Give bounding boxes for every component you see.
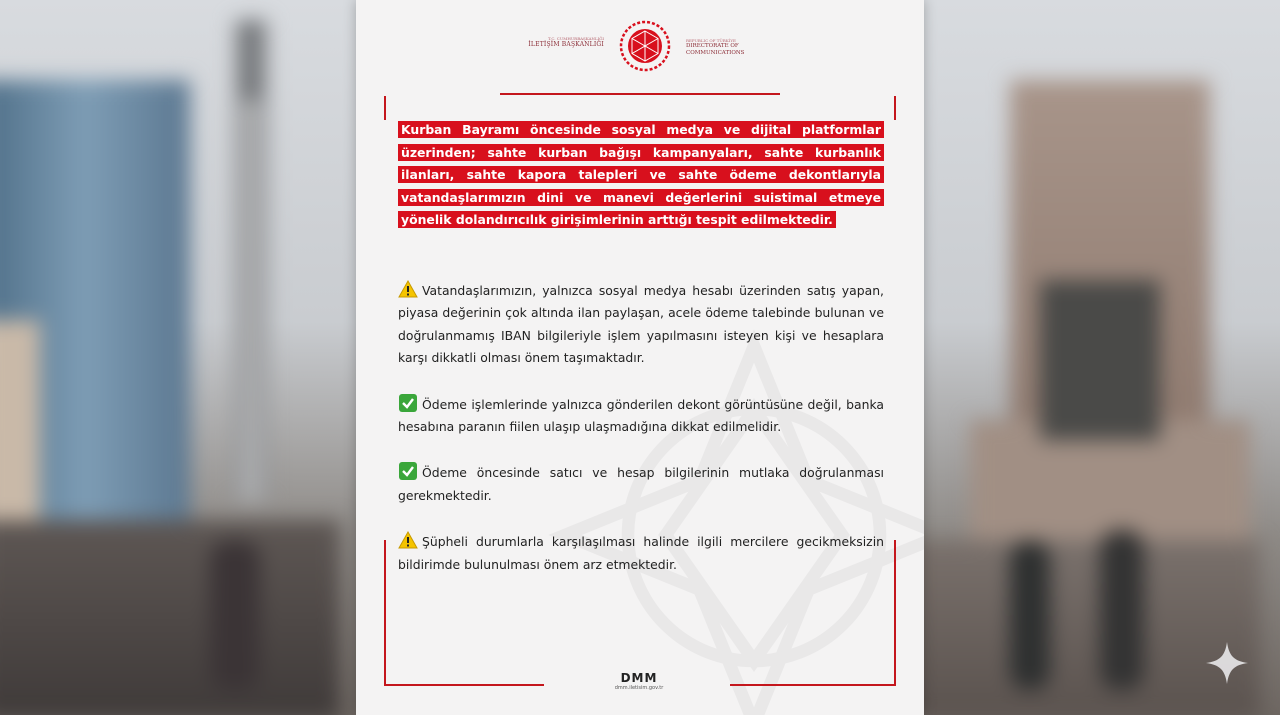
header-left-text <box>504 36 604 48</box>
presidency-emblem-icon <box>617 18 673 74</box>
frame-line-right <box>894 540 896 686</box>
paragraph-text: Vatandaşlarımızın, yalnızca sosyal medya hesabı üzerinden satış yapan, piyasa değerinin çok altında ilan paylaşan, acele ödeme talebinde bulunan ve doğrulanmamış IBAN bilgileriyle işlem yapılmasını isteyen kişi ve hesaplara karşı dikkatli olması önem taşımaktadır. <box>398 282 884 366</box>
check-icon <box>398 394 418 412</box>
frame-line-bottom-right <box>730 684 896 686</box>
paragraph-warning-2 <box>398 531 884 576</box>
frame-line-bottom-left <box>384 684 544 686</box>
dmm-logo: DMM <box>620 671 658 685</box>
frame-line-left <box>384 540 386 686</box>
warning-icon <box>398 531 418 549</box>
warning-icon <box>398 280 418 298</box>
check-icon <box>398 462 418 480</box>
header-left-title: İLETİŞİM BAŞKANLIĞI <box>528 41 604 48</box>
paragraph-text: Şüpheli durumlarla karşılaşılması halinde ilgili mercilere gecikmeksizin bildirimde bulunulması önem arz etmektedir. <box>398 534 884 572</box>
header-right-title-2: COMMUNICATIONS <box>686 50 745 56</box>
header-left-small: T.C. CUMHURBAŞKANLIĞI <box>547 36 604 41</box>
frame-line-top <box>500 93 780 95</box>
poster-header <box>356 14 924 78</box>
frame-line-top-left <box>384 96 386 120</box>
paragraph-text: Ödeme öncesinde satıcı ve hesap bilgilerinin mutlaka doğrulanması gerekmektedir. <box>398 465 884 503</box>
paragraph-text: Ödeme işlemlerinde yalnızca gönderilen dekont görüntüsüne değil, banka hesabına paranın fiilen ulaşıp ulaşmadığına dikkat edilmelidir. <box>398 396 884 434</box>
poster-footer <box>604 672 674 691</box>
frame-line-top-right <box>894 96 896 120</box>
sparkle-icon <box>1204 640 1250 686</box>
announcement-poster <box>356 0 924 715</box>
paragraph-warning-1 <box>398 280 884 370</box>
paragraph-check-1 <box>398 394 884 439</box>
highlight-text: Kurban Bayramı öncesinde sosyal medya ve dijital platformlar üzerinden; sahte kurban bağışı kampanyaları, sahte kurbanlık ilanları, sahte kapora talepleri ve sahte ödeme dekontlarıyla vatandaşlarımızın dini ve manevi değerlerini suistimal etmeye yönelik dolandırıcılık girişimlerinin arttığı tespit edilmektedir. <box>398 121 884 228</box>
paragraph-check-2 <box>398 462 884 507</box>
header-right-title-1: DIRECTORATE OF <box>686 43 739 49</box>
poster-content <box>398 119 884 576</box>
highlight-statement <box>398 119 884 232</box>
header-right-text <box>686 38 796 57</box>
footer-url: dmm.iletisim.gov.tr <box>614 685 664 691</box>
header-right-small: REPUBLIC OF TÜRKİYE <box>686 38 736 43</box>
